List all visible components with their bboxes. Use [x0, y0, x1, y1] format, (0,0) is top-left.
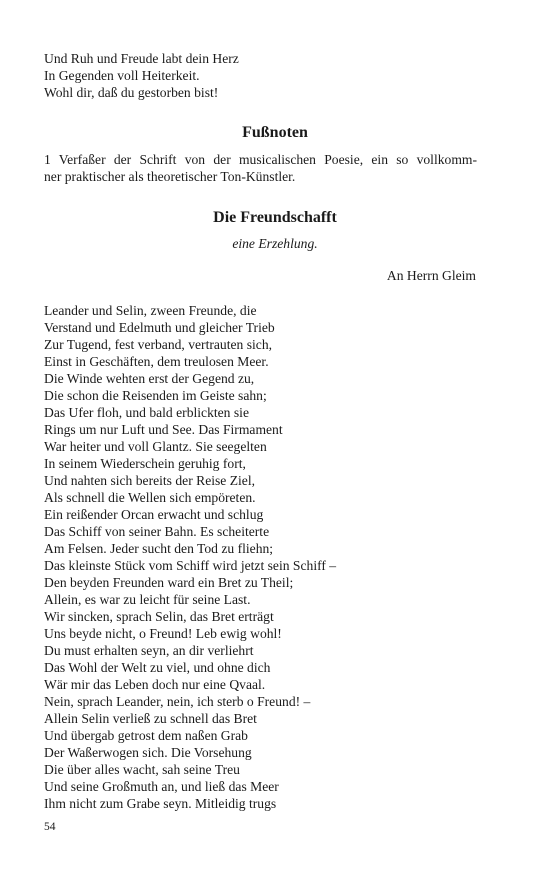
opening-line-2: In Gegenden voll Heiterkeit. — [44, 68, 200, 83]
poem-line: Wär mir das Leben doch nur eine Qvaal. — [44, 677, 266, 692]
poem-line: Allein Selin verließ zu schnell das Bret — [44, 711, 257, 726]
poem-line: Am Felsen. Jeder sucht den Tod zu fliehn; — [44, 541, 274, 556]
poem-line: Nein, sprach Leander, nein, ich sterb o Freund! – — [44, 694, 311, 709]
poem-line: Und übergab getrost dem naßen Grab — [44, 728, 248, 743]
poem-subtitle: eine Erzehlung. — [232, 236, 318, 251]
poem-line: Der Waßerwogen sich. Die Vorsehung — [44, 745, 252, 760]
poem-line: Das Schiff von seiner Bahn. Es scheiterte — [44, 524, 270, 539]
poem-line: Das Ufer floh, und bald erblickten sie — [44, 405, 249, 420]
poem-dedication: An Herrn Gleim — [386, 268, 476, 283]
poem-line: Verstand und Edelmuth und gleicher Trieb — [44, 320, 275, 335]
poem-line: Ein reißender Orcan erwacht und schlug — [44, 507, 264, 522]
footnotes-heading: Fußnoten — [242, 124, 308, 141]
poem-line: Leander und Selin, zween Freunde, die — [44, 303, 257, 318]
poem-line: In seinem Wiederschein geruhig fort, — [44, 456, 246, 471]
poem-line: Die über alles wacht, sah seine Treu — [44, 762, 240, 777]
poem-line: War heiter und voll Glantz. Sie seegelten — [44, 439, 267, 454]
poem-line: Wir sincken, sprach Selin, das Bret erträgt — [44, 609, 274, 624]
poem-line: Die Winde wehten erst der Gegend zu, — [44, 371, 255, 386]
footnote-line-2: ner praktischer als theoretischer Ton-Künstler. — [44, 169, 296, 184]
poem-line: Ihm nicht zum Grabe seyn. Mitleidig trugs — [44, 796, 277, 811]
poem-line: Du must erhalten seyn, an dir verliehrt — [44, 643, 254, 658]
poem-line: Den beyden Freunden ward ein Bret zu Theil; — [44, 575, 294, 590]
poem-line: Und seine Großmuth an, und ließ das Meer — [44, 779, 279, 794]
poem-line: Allein, es war zu leicht für seine Last. — [44, 592, 251, 607]
poem-line: Und nahten sich bereits der Reise Ziel, — [44, 473, 256, 488]
poem-line: Als schnell die Wellen sich empöreten. — [44, 490, 256, 505]
poem-line: Uns beyde nicht, o Freund! Leb ewig wohl! — [44, 626, 282, 641]
poem-title: Die Freundschafft — [213, 209, 337, 226]
opening-line-1: Und Ruh und Freude labt dein Herz — [44, 51, 239, 66]
poem-line: Die schon die Reisenden im Geiste sahn; — [44, 388, 267, 403]
poem-line: Einst in Geschäften, dem treulosen Meer. — [44, 354, 269, 369]
poem-line: Zur Tugend, fest verband, vertrauten sich, — [44, 337, 273, 352]
poem-line: Rings um nur Luft und See. Das Firmament — [44, 422, 283, 437]
poem-line: Das Wohl der Welt zu viel, und ohne dich — [44, 660, 271, 675]
footnote-line-1: 1 Verfaßer der Schrift von der musicalischen Poesie, ein so vollkomm- — [44, 152, 477, 167]
opening-line-3: Wohl dir, daß du gestorben bist! — [44, 85, 219, 100]
poem-line: Das kleinste Stück vom Schiff wird jetzt sein Schiff – — [44, 558, 337, 573]
page-number: 54 — [44, 821, 56, 833]
